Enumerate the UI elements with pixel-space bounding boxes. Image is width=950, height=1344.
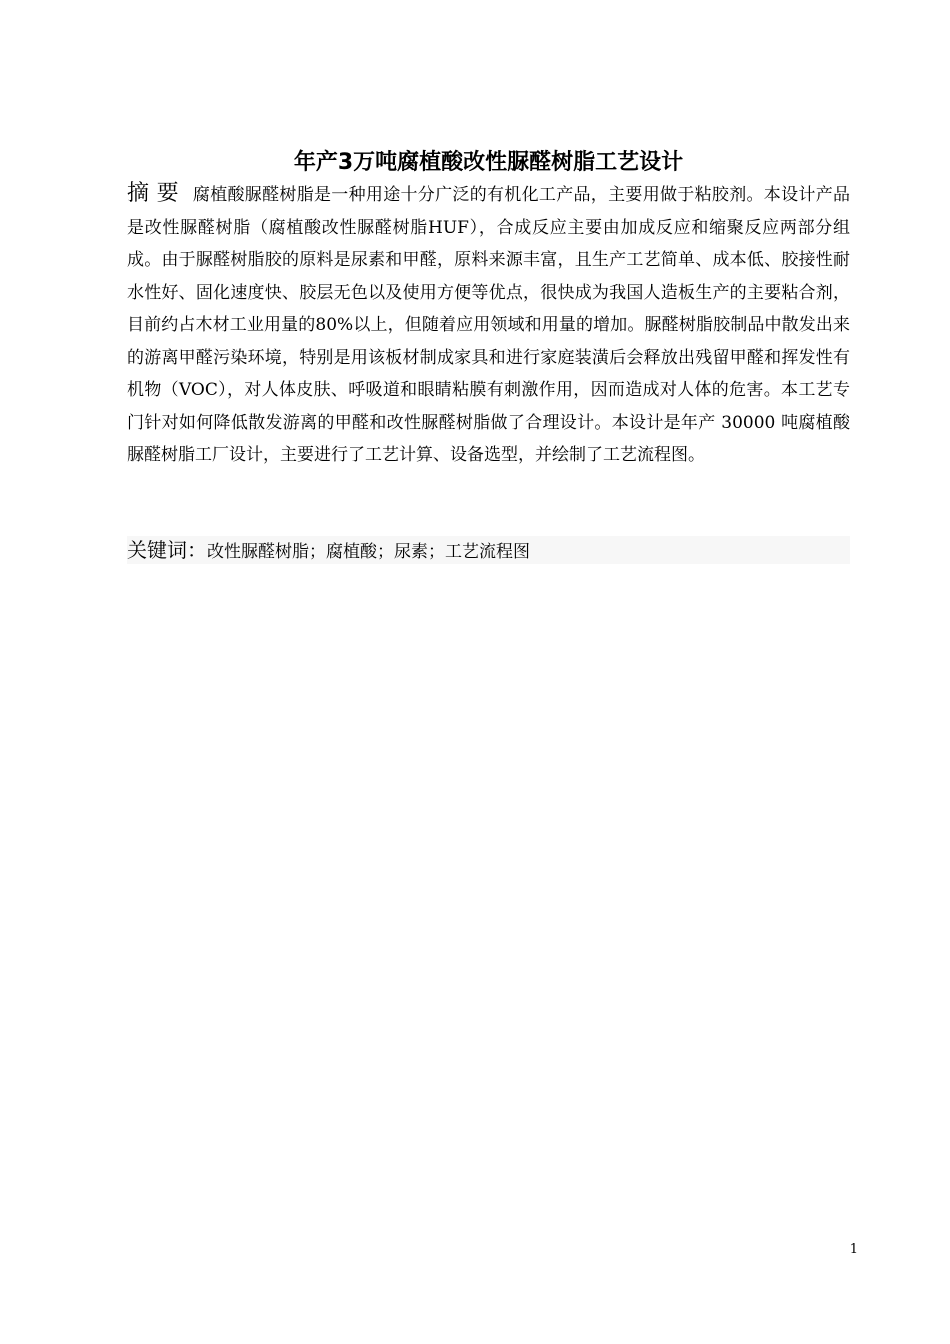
page-number: 1 xyxy=(849,1242,858,1257)
abstract-text: 腐植酸脲醛树脂是一种用途十分广泛的有机化工产品，主要用做于粘胶剂。本设计产品是改性脲醛树脂（腐植酸改性脲醛树脂HUF），合成反应主要由加成反应和缩聚反应两部分组成。由于脲醛树脂胶的原料是尿素和甲醛，原料来源丰富，且生产工艺简单、成本低、胶接性耐水性好、固化速度快、胶层无色以及使用方便等优点，很快成为我国人造板生产的主要粘合剂，目前约占木材工业用量的80%以上，但随着应用领域和用量的增加。脲醛树脂胶制品中散发出来的游离甲醛污染环境，特别是用该板材制成家具和进行家庭装潢后会释放出残留甲醛和挥发性有机物（VOC），对人体皮肤、呼吸道和眼睛粘膜有刺激作用，因而造成对人体的危害。本工艺专门针对如何降低散发游离的甲醛和改性脲醛树脂做了合理设计。本设计是年产 30000 吨腐植酸脲醛树脂工厂设计，主要进行了工艺计算、设备选型，并绘制了工艺流程图。 xyxy=(127,185,851,465)
abstract-paragraph xyxy=(127,178,850,472)
keywords-text: 改性脲醛树脂；腐植酸；尿素；工艺流程图 xyxy=(207,542,530,562)
abstract-label: 摘 要 xyxy=(127,181,179,206)
document-title: 年产3万吨腐植酸改性脲醛树脂工艺设计 xyxy=(293,150,684,175)
keywords-line xyxy=(127,536,850,564)
keywords-label: 关键词： xyxy=(127,538,207,562)
